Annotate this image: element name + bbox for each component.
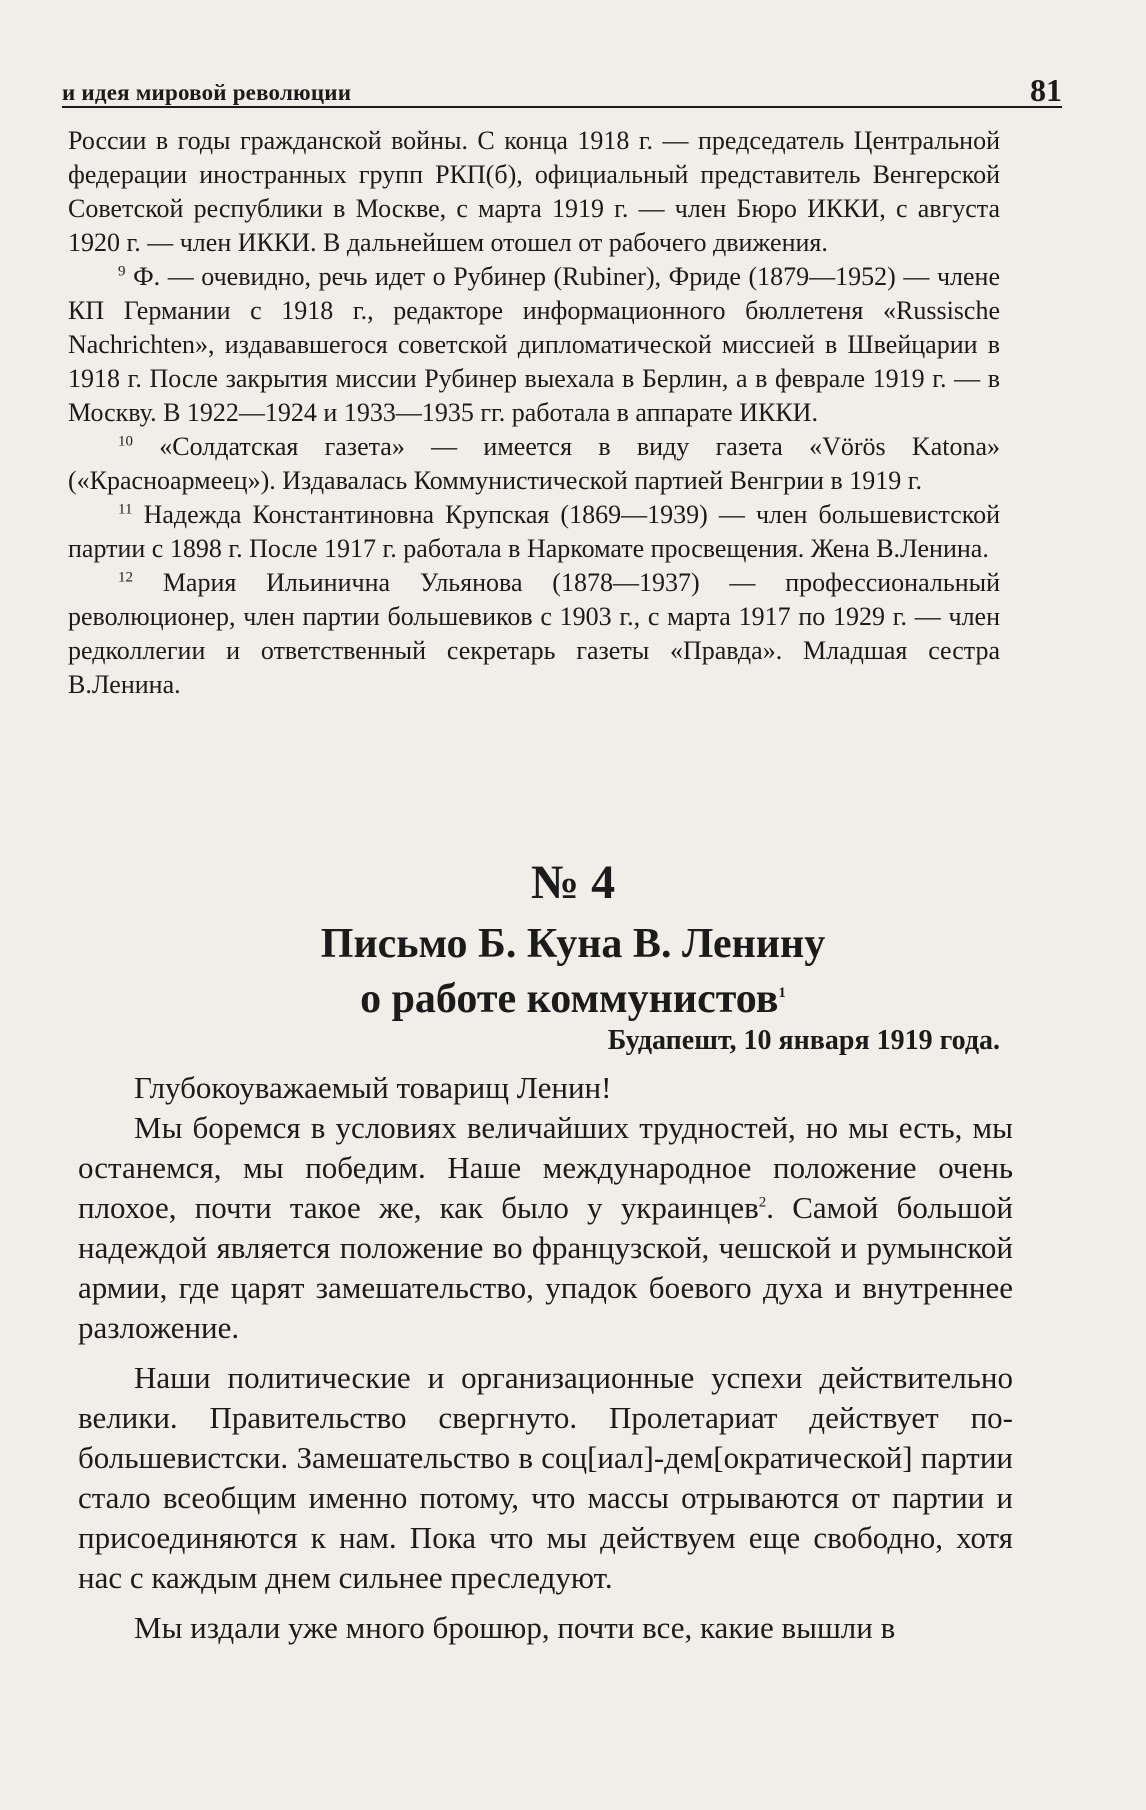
- footnote-marker: 9: [118, 263, 126, 280]
- page-number: 81: [1030, 72, 1062, 108]
- footnote-12: [68, 566, 1000, 702]
- running-title: и идея мировой революции: [62, 80, 352, 105]
- letter-body: [78, 1068, 1013, 1658]
- letter-paragraph: Мы издали уже много брошюр, почти все, какие вышли в: [134, 1610, 896, 1645]
- footnote-10: [68, 430, 1000, 498]
- paragraph-text: . Самой большой надеждой является положение во французской, чешской и румынской армии, где царят замешательство, упадок боевого духа и внутреннее разложение.: [78, 1190, 1014, 1345]
- place-date: Будапешт, 10 января 1919 года.: [607, 1025, 1000, 1056]
- paragraph-text: Мы боремся в условиях величайших трудностей, но мы есть, мы останемся, мы победим. Наше международное положение очень плохое, почти такое же, как было у украинцев: [78, 1110, 1013, 1225]
- footnotes-section: [68, 124, 1000, 702]
- title-line-2: [0, 972, 1146, 1027]
- footnote-text: Ф. — очевидно, речь идет о Рубинер (Rubiner), Фриде (1879—1952) — члене КП Германии с 1918 г., редакторе информационного бюллетеня «Russische Nachrichten», издававшегося советской дипломатической миссией в Швейцарии в 1918 г. После закрытия миссии Рубинер выехала в Берлин, а в феврале 1919 г. — в Москву. В 1922—1924 и 1933—1935 гг. работала в аппарате ИККИ.: [68, 262, 1000, 427]
- title-text: о работе коммунистов: [360, 976, 779, 1022]
- footnote-text: Надежда Константиновна Крупская (1869—1939) — член большевистской партии с 1898 г. После 1917 г. работала в Наркомате просвещения. Жена В.Ленина.: [68, 500, 1001, 563]
- footnote-marker: 12: [118, 569, 133, 586]
- footnote-marker: 1: [778, 985, 786, 1001]
- footnote-text: Мария Ильинична Ульянова (1878—1937) — профессиональный революционер, член партии большевиков с 1903 г., с марта 1917 по 1929 г. — член редколлегии и ответственный секретарь газеты «Правда». Младшая сестра В.Ленина.: [68, 568, 1000, 699]
- footnote-9: [68, 260, 1000, 430]
- footnote-continuation: [68, 124, 1000, 260]
- document-number: № 4: [530, 856, 616, 909]
- salutation: Глубокоуважаемый товарищ Ленин!: [134, 1070, 612, 1105]
- footnote-marker: 11: [118, 501, 133, 518]
- document-title: [0, 917, 1146, 1027]
- footnote-marker: 10: [118, 433, 133, 450]
- footnote-text: России в годы гражданской войны. С конца 1918 г. — председатель Центральной федерации иностранных групп РКП(б), официальный представитель Венгерской Советской республики в Москве, с марта 1919 г. — член Бюро ИККИ, с августа 1920 г. — член ИККИ. В дальнейшем отошел от рабочего движения.: [68, 126, 1000, 257]
- page-header: [62, 62, 1062, 108]
- letter-paragraph: [78, 1108, 1013, 1348]
- title-line-1: Письмо Б. Куна В. Ленину: [320, 921, 826, 967]
- footnote-11: [68, 498, 1000, 566]
- letter-paragraph: Наши политические и организационные успехи действительно велики. Правительство свергнуто. Пролетариат действует по-большевистски. Замешательство в соц[иал]-дем[ократической] партии стало всеобщим именно потому, что массы отрываются от партии и присоединяются к нам. Пока что мы действуем еще свободно, хотя нас с каждым днем сильнее преследуют.: [78, 1360, 1013, 1595]
- footnote-marker: 2: [758, 1194, 767, 1211]
- footnote-text: «Солдатская газета» — имеется в виду газета «Vörös Katona» («Красноармеец»). Издавалась Коммунистической партией Венгрии в 1919 г.: [68, 432, 1001, 495]
